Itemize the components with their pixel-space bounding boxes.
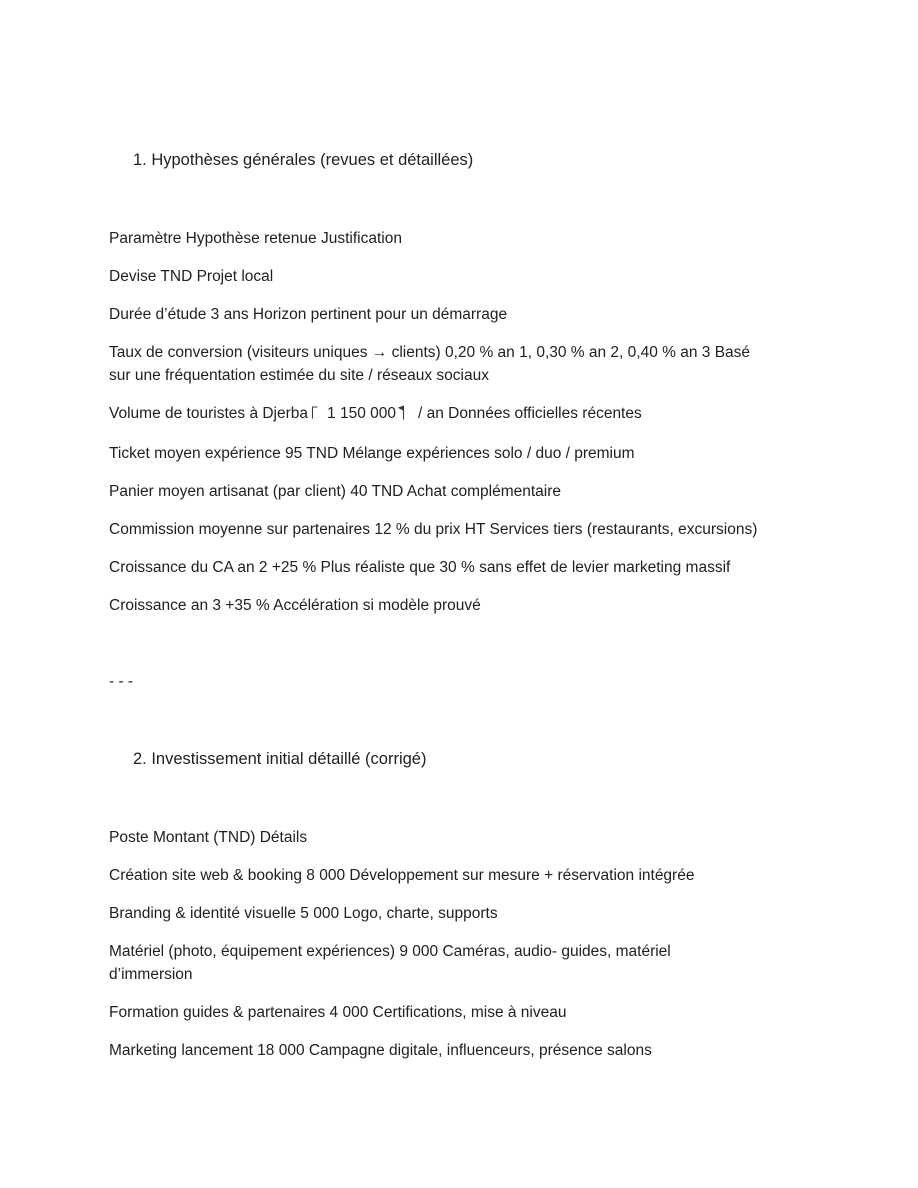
paragraph [109, 864, 810, 887]
paragraph [109, 227, 810, 250]
paragraph-line: Panier moyen artisanat (par client) 40 TND Achat complémentaire [109, 483, 562, 500]
paragraph-line: Devise TND Projet local [109, 268, 274, 285]
paragraph-line: Paramètre Hypothèse retenue Justification [109, 230, 402, 247]
paragraph-line: Poste Montant (TND) Détails [109, 829, 308, 846]
paragraph-line: Ticket moyen expérience 95 TND Mélange expériences solo / duo / premium [109, 445, 635, 462]
flag-icon [397, 407, 405, 424]
paragraph [109, 826, 810, 849]
separator-dashes: - - - [109, 673, 134, 690]
paragraph [109, 265, 810, 288]
section-1-heading: 1. Hypothèses générales (revues et détaillées) [133, 151, 474, 169]
paragraph [109, 902, 810, 925]
paragraph [109, 1001, 810, 1024]
section-hypotheses [109, 149, 810, 617]
paragraph-line: sur une fréquentation estimée du site / réseaux sociaux [109, 367, 489, 384]
paragraph-line: Commission moyenne sur partenaires 12 % du prix HT Services tiers (restaurants, excursions) [109, 521, 758, 538]
volume-value: 1 150 000 [327, 405, 396, 422]
paragraph-line: Branding & identité visuelle 5 000 Logo, charte, supports [109, 905, 498, 922]
horizontal-rule-text [109, 670, 810, 693]
paragraph-line: Croissance du CA an 2 +25 % Plus réaliste que 30 % sans effet de levier marketing massif [109, 559, 731, 576]
section-investissement [109, 748, 810, 1062]
paragraph-line [109, 402, 810, 427]
paragraph-line: Formation guides & partenaires 4 000 Certifications, mise à niveau [109, 1004, 567, 1021]
paragraph [109, 480, 810, 503]
paragraph [109, 303, 810, 326]
paragraph-line: Croissance an 3 +35 % Accélération si modèle prouvé [109, 597, 481, 614]
section-2-heading: 2. Investissement initial détaillé (corrigé) [133, 750, 427, 768]
paragraph-line: Durée d’étude 3 ans Horizon pertinent pour un démarrage [109, 306, 508, 323]
paragraph-line: Marketing lancement 18 000 Campagne digitale, influenceurs, présence salons [109, 1042, 652, 1059]
paragraph [109, 1039, 810, 1062]
volume-text-after: / an Données officielles récentes [418, 405, 642, 422]
paragraph [109, 594, 810, 617]
paragraph-line: Taux de conversion (visiteurs uniques → clients) 0,20 % an 1, 0,30 % an 2, 0,40 % an 3 Basé [109, 344, 751, 361]
paragraph [109, 442, 810, 465]
corner-bracket-icon [311, 406, 318, 423]
paragraph-volume-touristes [109, 402, 810, 427]
paragraph [109, 556, 810, 579]
paragraph-line: d’immersion [109, 966, 193, 983]
paragraph [109, 518, 810, 541]
paragraph-line: Matériel (photo, équipement expériences) 9 000 Caméras, audio- guides, matériel [109, 943, 671, 960]
paragraph [109, 341, 810, 387]
volume-text-before: Volume de touristes à Djerba [109, 405, 309, 422]
paragraph [109, 940, 810, 986]
paragraph-line: Création site web & booking 8 000 Développement sur mesure + réservation intégrée [109, 867, 695, 884]
